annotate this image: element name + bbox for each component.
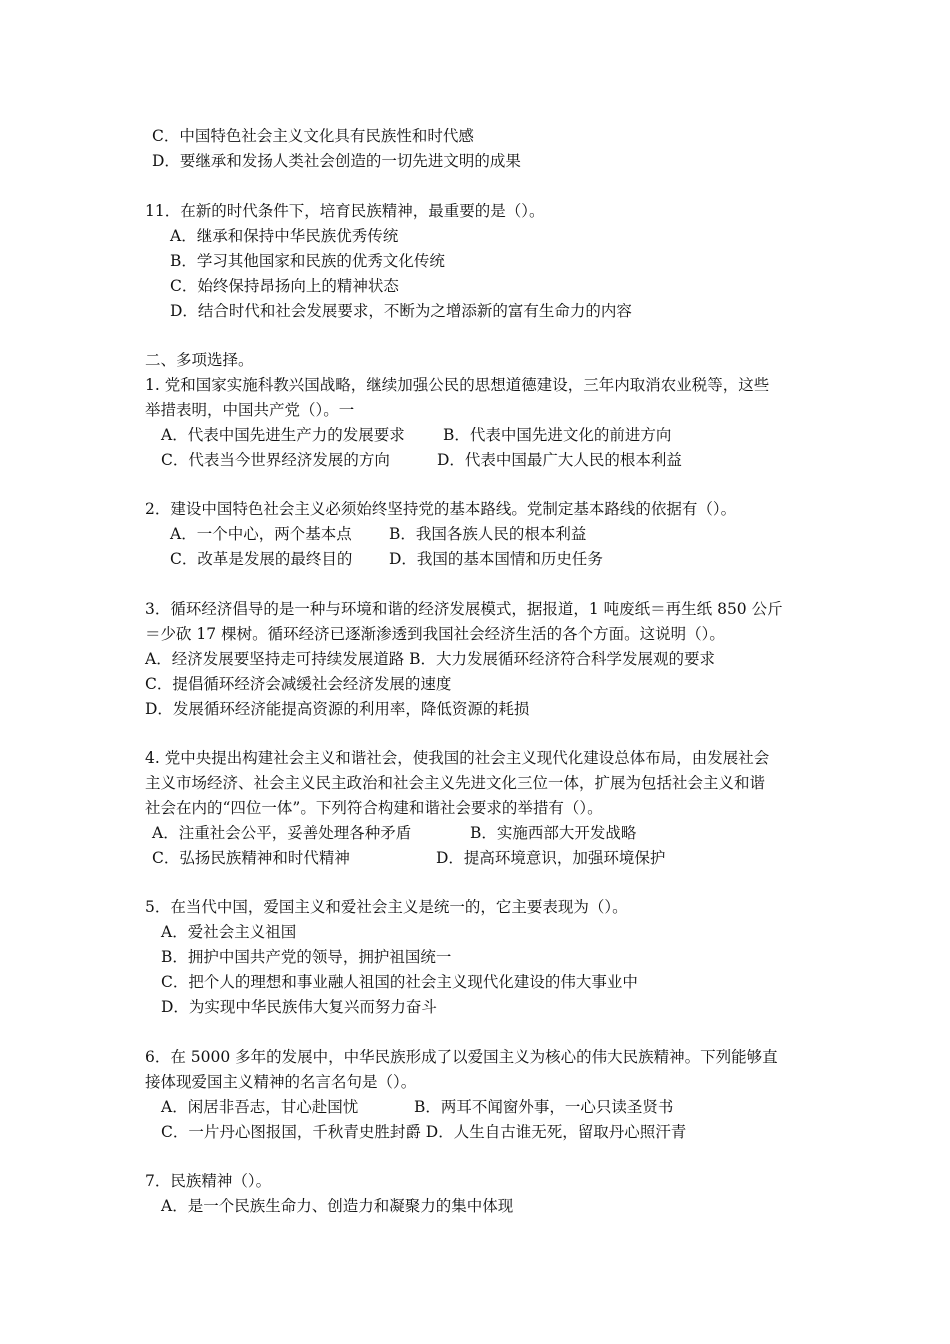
- question-stem-line: 主义市场经济、社会主义民主政治和社会主义先进文化三位一体，扩展为包括社会主义和谐: [145, 774, 766, 792]
- option-a: A．爱社会主义祖国: [161, 923, 297, 941]
- question-stem: 11．在新的时代条件下，培育民族精神，最重要的是（）。: [145, 202, 545, 220]
- question-stem: 7．民族精神（）。: [145, 1172, 272, 1190]
- option-a: A．闲居非吾志，甘心赴国忧: [161, 1098, 359, 1116]
- question-stem-line: 接体现爱国主义精神的名言名句是（）。: [145, 1073, 417, 1091]
- option-a: A．注重社会公平，妥善处理各种矛盾: [152, 824, 412, 842]
- question-stem: 2．建设中国特色社会主义必须始终坚持党的基本路线。党制定基本路线的依据有（）。: [145, 500, 737, 518]
- option-b: B．学习其他国家和民族的优秀文化传统: [170, 252, 445, 270]
- question-stem-line: 3．循环经济倡导的是一种与环境和谐的经济发展模式，据报道，1 吨废纸＝再生纸 850 公斤: [145, 600, 783, 618]
- option-a: A．一个中心，两个基本点: [170, 525, 352, 543]
- option-c: C．代表当今世界经济发展的方向: [161, 451, 390, 469]
- option-d: D．代表中国最广大人民的根本利益: [437, 451, 682, 469]
- option-c: C．把个人的理想和事业融人祖国的社会主义现代化建设的伟大事业中: [161, 973, 638, 991]
- option-d: D．提高环境意识，加强环境保护: [436, 849, 666, 867]
- option-c: C．弘扬民族精神和时代精神: [152, 849, 350, 867]
- option-d: D．为实现中华民族伟大复兴而努力奋斗: [161, 998, 437, 1016]
- option-a-b: A．经济发展要坚持走可持续发展道路 B．大力发展循环经济符合科学发展观的要求: [145, 650, 716, 668]
- question-stem: 5．在当代中国，爱国主义和爱社会主义是统一的，它主要表现为（）。: [145, 898, 628, 916]
- option-d: D．要继承和发扬人类社会创造的一切先进文明的成果: [152, 152, 521, 170]
- option-a: A．是一个民族生命力、创造力和凝聚力的集中体现: [161, 1197, 514, 1215]
- option-c: C．改革是发展的最终目的: [170, 550, 353, 568]
- option-b: B．我国各族人民的根本利益: [389, 525, 587, 543]
- option-d: D．结合时代和社会发展要求，不断为之增添新的富有生命力的内容: [170, 302, 632, 320]
- option-a: A．继承和保持中华民族优秀传统: [170, 227, 399, 245]
- option-c: C．提倡循环经济会减缓社会经济发展的速度: [145, 675, 452, 693]
- question-stem-line: 举措表明，中国共产党（）。一: [145, 401, 355, 419]
- option-c: C．中国特色社会主义文化具有民族性和时代感: [152, 127, 474, 145]
- option-a: A．代表中国先进生产力的发展要求: [161, 426, 405, 444]
- option-b: B．两耳不闻窗外事，一心只读圣贤书: [414, 1098, 674, 1116]
- question-stem-line: 社会在内的“四位一体”。下列符合构建和谐社会要求的举措有（）。: [145, 799, 603, 817]
- option-c-d: C．一片丹心图报国，千秋青史胜封爵 D．人生自古谁无死，留取丹心照汗青: [161, 1123, 687, 1141]
- question-stem-line: 1. 党和国家实施科教兴国战略，继续加强公民的思想道德建设，三年内取消农业税等，这些: [145, 376, 770, 394]
- question-stem-line: ＝少砍 17 棵树。循环经济已逐渐渗透到我国社会经济生活的各个方面。这说明（）。: [145, 625, 725, 643]
- question-stem-line: 4. 党中央提出构建社会主义和谐社会，使我国的社会主义现代化建设总体布局，由发展社会: [145, 749, 770, 767]
- option-c: C．始终保持昂扬向上的精神状态: [170, 277, 399, 295]
- option-b: B．实施西部大开发战略: [470, 824, 637, 842]
- section-heading: 二、多项选择。: [145, 351, 254, 369]
- option-d: D．发展循环经济能提高资源的利用率，降低资源的耗损: [145, 700, 530, 718]
- option-b: B．拥护中国共产党的领导，拥护祖国统一: [161, 948, 452, 966]
- option-d: D．我国的基本国情和历史任务: [389, 550, 603, 568]
- option-b: B．代表中国先进文化的前进方向: [443, 426, 672, 444]
- question-stem-line: 6．在 5000 多年的发展中，中华民族形成了以爱国主义为核心的伟大民族精神。下列能够直: [145, 1048, 778, 1066]
